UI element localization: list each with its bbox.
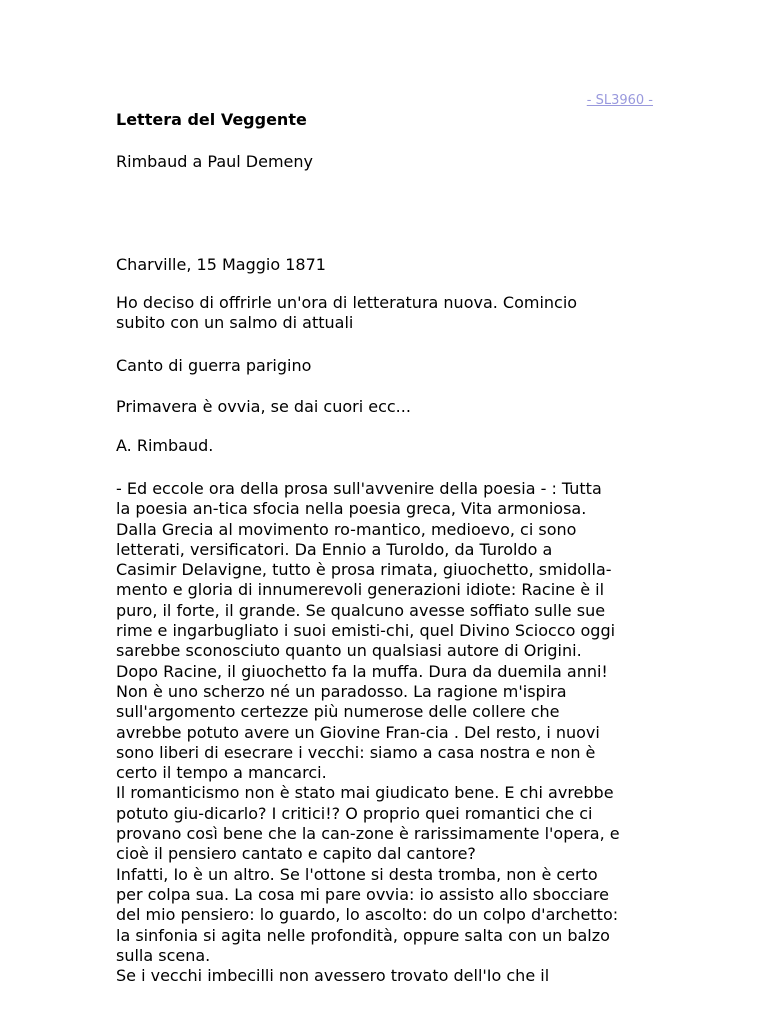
document-code-link[interactable]: - SL3960 - xyxy=(586,93,653,108)
body-line: del mio pensiero: lo guardo, lo ascolto: do un colpo d'archetto: xyxy=(116,905,619,925)
body-line: Infatti, Io è un altro. Se l'ottone si desta tromba, non è certo xyxy=(116,864,598,884)
intro-line: subito con un salmo di attuali xyxy=(116,313,354,333)
body-line: la poesia an-tica sfocia nella poesia greca, Vita armoniosa. xyxy=(116,499,587,519)
body-text xyxy=(116,479,656,986)
signature: A. Rimbaud. xyxy=(116,436,214,455)
body-line: provano così bene che la can-zone è rarissimamente l'opera, e xyxy=(116,824,620,844)
body-line: avrebbe potuto avere un Giovine Fran-cia . Del resto, i nuovi xyxy=(116,722,600,742)
intro-paragraph xyxy=(116,293,656,334)
letter-subtitle: Rimbaud a Paul Demeny xyxy=(116,152,313,171)
body-line: la sinfonia si agita nelle profondità, oppure salta con un balzo xyxy=(116,925,610,945)
body-line: Casimir Delavigne, tutto è prosa rimata, giuochetto, smidolla- xyxy=(116,560,612,580)
body-line: potuto giu-dicarlo? I critici!? O proprio quei romantici che ci xyxy=(116,803,593,823)
letter-title: Lettera del Veggente xyxy=(116,110,307,129)
body-line: Dalla Grecia al movimento ro-mantico, medioevo, ci sono xyxy=(116,519,577,539)
body-line: per colpa sua. La cosa mi pare ovvia: io assisto allo sbocciare xyxy=(116,884,609,904)
body-line: Dopo Racine, il giuochetto fa la muffa. Dura da duemila anni! xyxy=(116,661,608,681)
body-line: Se i vecchi imbecilli non avessero trovato dell'Io che il xyxy=(116,966,550,986)
body-line: rime e ingarbugliato i suoi emisti-chi, quel Divino Sciocco oggi xyxy=(116,621,616,641)
body-line: Il romanticismo non è stato mai giudicato bene. E chi avrebbe xyxy=(116,783,614,803)
body-line: Non è uno scherzo né un paradosso. La ragione m'ispira xyxy=(116,681,567,701)
body-line: sarebbe sconosciuto quanto un qualsiasi autore di Origini. xyxy=(116,641,582,661)
body-line: sulla scena. xyxy=(116,945,211,965)
poem-first-line: Primavera è ovvia, se dai cuori ecc... xyxy=(116,397,411,416)
body-line: sull'argomento certezze più numerose delle collere che xyxy=(116,702,560,722)
intro-line: Ho deciso di offrirle un'ora di letteratura nuova. Comincio xyxy=(116,293,578,312)
body-line: certo il tempo a mancarci. xyxy=(116,763,327,783)
poem-title: Canto di guerra parigino xyxy=(116,356,312,375)
body-line: puro, il forte, il grande. Se qualcuno avesse soffiato sulle sue xyxy=(116,600,606,620)
body-line: - Ed eccole ora della prosa sull'avvenire della poesia - : Tutta xyxy=(116,479,602,498)
body-line: cioè il pensiero cantato e capito dal cantore? xyxy=(116,844,476,864)
body-line: sono liberi di esecrare i vecchi: siamo a casa nostra e non è xyxy=(116,742,596,762)
body-line: mento e gloria di innumerevoli generazioni idiote: Racine è il xyxy=(116,580,605,600)
body-line: letterati, versificatori. Da Ennio a Turoldo, da Turoldo a xyxy=(116,539,553,559)
place-date: Charville, 15 Maggio 1871 xyxy=(116,255,326,274)
